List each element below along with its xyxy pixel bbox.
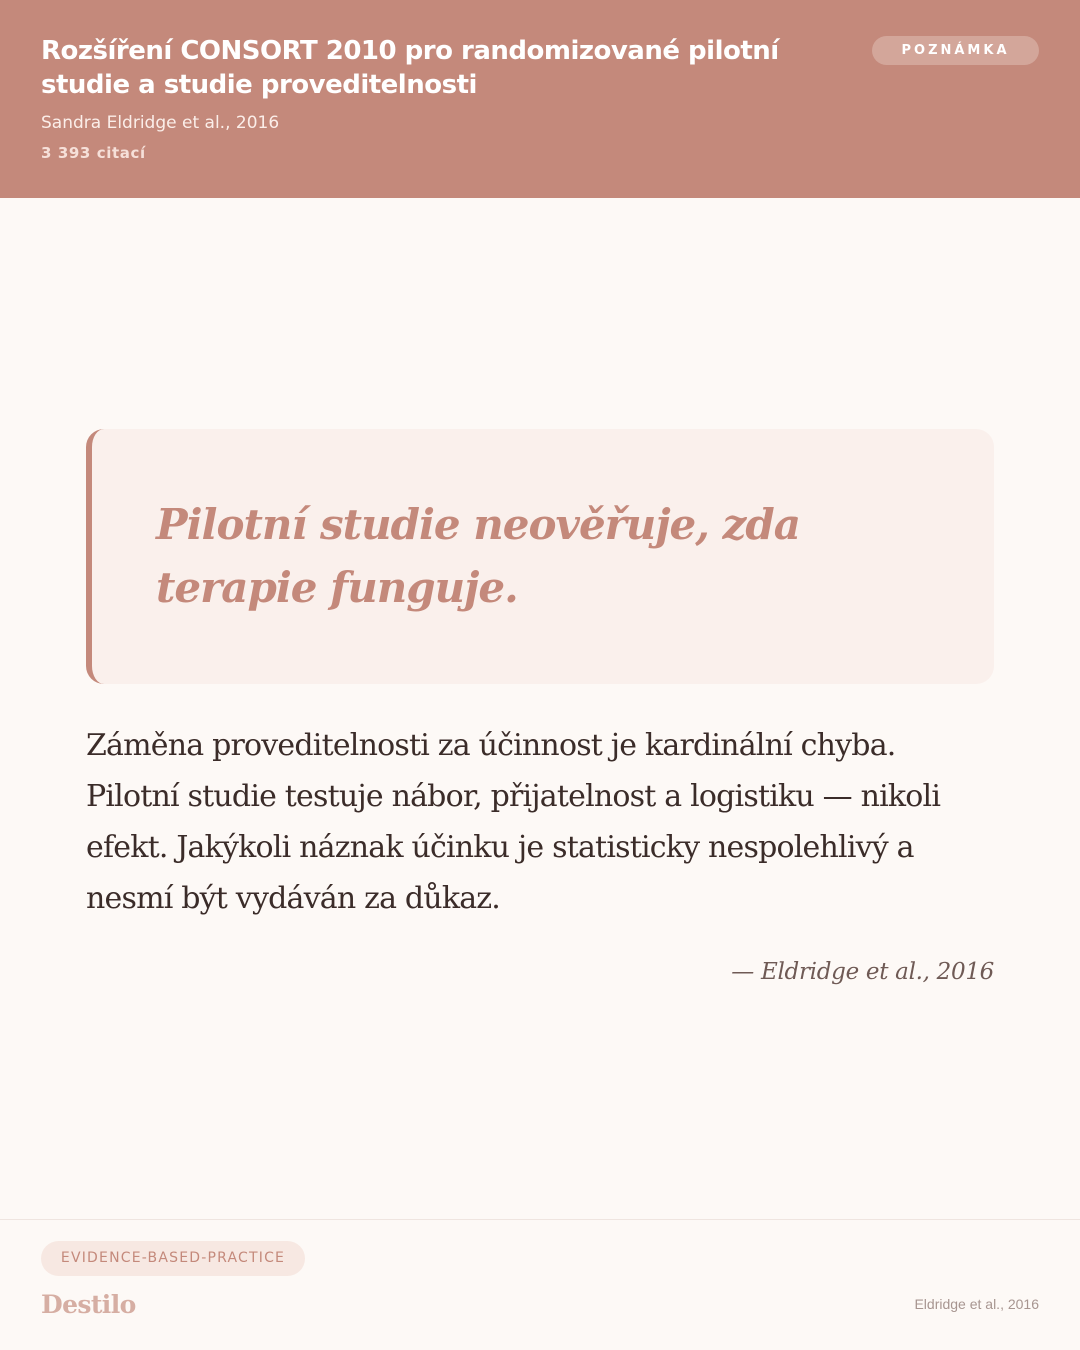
paper-authors: Sandra Eldridge et al., 2016 [41, 113, 280, 133]
paper-title: Rozšíření CONSORT 2010 pro randomizované pilotní studie a studie proveditelnosti [41, 36, 779, 100]
brand-logo: Destilo [41, 1290, 136, 1319]
quote-attribution: — Eldridge et al., 2016 [731, 959, 994, 985]
quote-card [86, 429, 994, 684]
footer-source: Eldridge et al., 2016 [914, 1296, 1039, 1312]
footer-divider [0, 1219, 1080, 1220]
topic-tag[interactable]: EVIDENCE-BASED-PRACTICE [41, 1241, 305, 1276]
header-banner [0, 0, 1080, 198]
note-badge: POZNÁMKA [872, 36, 1039, 65]
pull-quote: Pilotní studie neověřuje, zda terapie funguje. [156, 500, 800, 612]
body-paragraph: Záměna proveditelnosti za účinnost je kardinální chyba. Pilotní studie testuje nábor, přijatelnost a logistiku — nikoli efekt. Jakýkoli náznak účinku je statisticky nespolehlivý a nesmí být vydáván za důkaz. [86, 728, 941, 916]
citation-count: 3 393 citací [41, 144, 146, 162]
